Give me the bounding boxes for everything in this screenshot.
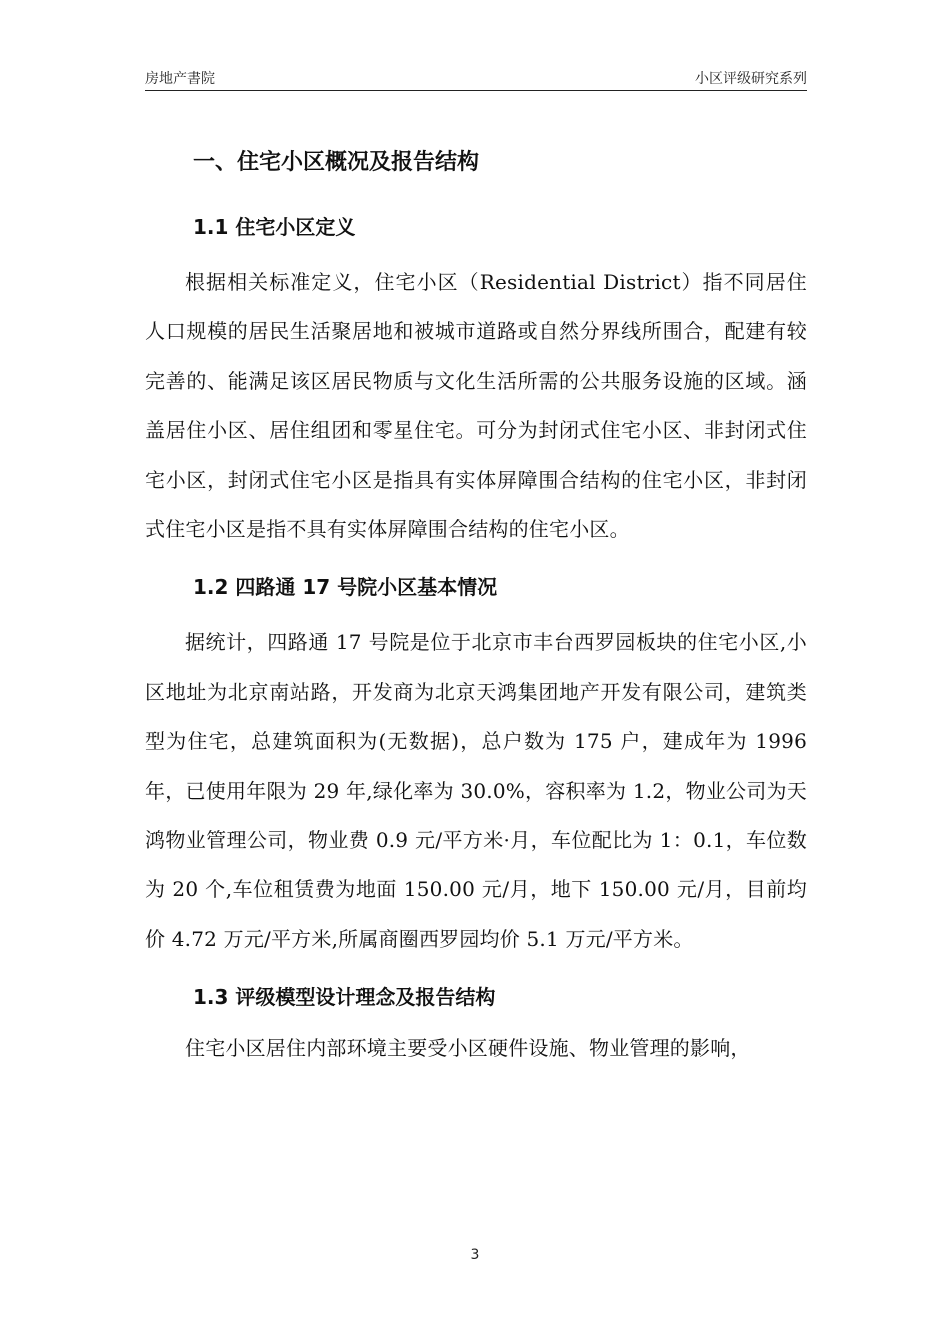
page-header <box>145 66 807 91</box>
header-publisher: 房地产書院 <box>145 71 215 87</box>
paragraph-rating-model: 住宅小区居住内部环境主要受小区硬件设施、物业管理的影响， <box>185 1036 751 1061</box>
document-body <box>145 138 807 1074</box>
paragraph-definition: 根据相关标准定义，住宅小区（Residential District）指不同居住人口规模的居民生活聚居地和被城市道路或自然分界线所围合，配建有较完善的、能满足该区居民物质与文化生活所需的公共服务设施的区域。涵盖居住小区、居住组团和零星住宅。可分为封闭式住宅小区、非封闭式住宅小区，封闭式住宅小区是指具有实体屏障围合结构的住宅小区，非封闭式住宅小区是指不具有实体屏障围合结构的住宅小区。 <box>145 270 807 542</box>
subsection-heading-1-3: 1.3 评级模型设计理念及报告结构 <box>193 985 496 1010</box>
header-series-title: 小区评级研究系列 <box>695 71 807 87</box>
paragraph-basic-info: 据统计，四路通 17 号院是位于北京市丰台西罗园板块的住宅小区,小区地址为北京南站路，开发商为北京天鸿集团地产开发有限公司，建筑类型为住宅，总建筑面积为(无数据)，总户数为 175 户，建成年为 1996 年，已使用年限为 29 年,绿化率为 30.0%，容积率为 1.2，物业公司为天鸿物业管理公司，物业费 0.9 元/平方米·月，车位配比为 1：0.1，车位数为 20 个,车位租赁费为地面 150.00 元/月，地下 150.00 元/月，目前均价 4.72 万元/平方米,所属商圈西罗园均价 5.1 万元/平方米。 <box>145 630 807 951</box>
subsection-heading-1-2: 1.2 四路通 17 号院小区基本情况 <box>193 575 498 600</box>
subsection-heading-1-1: 1.1 住宅小区定义 <box>193 215 356 239</box>
page-number: 3 <box>470 1247 480 1263</box>
section-heading: 一、住宅小区概况及报告结构 <box>193 150 480 175</box>
